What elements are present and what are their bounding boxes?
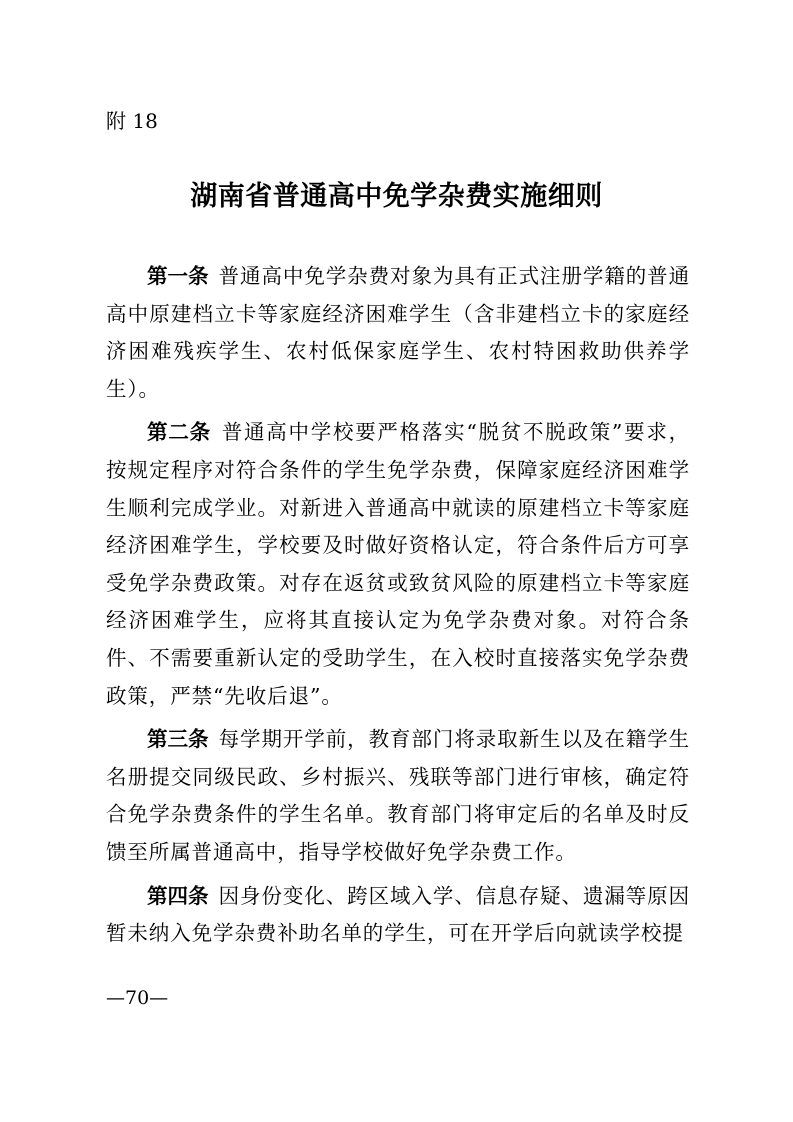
article-3-number: 第三条 [147,727,209,752]
document-body [106,258,690,959]
article-1-text: 普通高中免学杂费对象为具有正式注册学籍的普通高中原建档立卡等家庭经济困难学生（含非建档立卡的家庭经济困难残疾学生、农村低保家庭学生、农村特困救助供养学生）。 [106,264,690,401]
article-4-text: 因身份变化、跨区域入学、信息存疑、遗漏等原因暂未纳入免学杂费补助名单的学生，可在开学后向就读学校提 [106,883,690,946]
article-1-number: 第一条 [147,264,209,288]
attachment-label: 附 18 [106,109,158,133]
document-title: 湖南省普通高中免学杂费实施细则 [190,181,603,212]
article-3-text: 每学期开学前，教育部门将录取新生以及在籍学生名册提交同级民政、乡村振兴、残联等部门进行审核，确定符合免学杂费条件的学生名单。教育部门将审定后的名单及时反馈至所属普通高中，指导学校做好免学杂费工作。 [106,727,690,864]
article-3 [106,721,690,871]
article-1 [106,258,690,408]
page-number: —70— [106,987,169,1009]
article-2-number: 第二条 [147,420,211,445]
article-2-text: 普通高中学校要严格落实“脱贫不脱政策”要求，按规定程序对符合条件的学生免学杂费，保障家庭经济困难学生顺利完成学业。对新进入普通高中就读的原建档立卡等家庭经济困难学生，学校要及时做好资格认定，符合条件后方可享受免学杂费政策。对存在返贫或致贫风险的原建档立卡等家庭经济困难学生，应将其直接认定为免学杂费对象。对符合条件、不需要重新认定的受助学生，在入校时直接落实免学杂费政策，严禁“先收后退”。 [106,420,691,708]
article-4 [106,878,690,953]
article-2 [106,414,690,715]
article-4-number: 第四条 [147,883,209,908]
